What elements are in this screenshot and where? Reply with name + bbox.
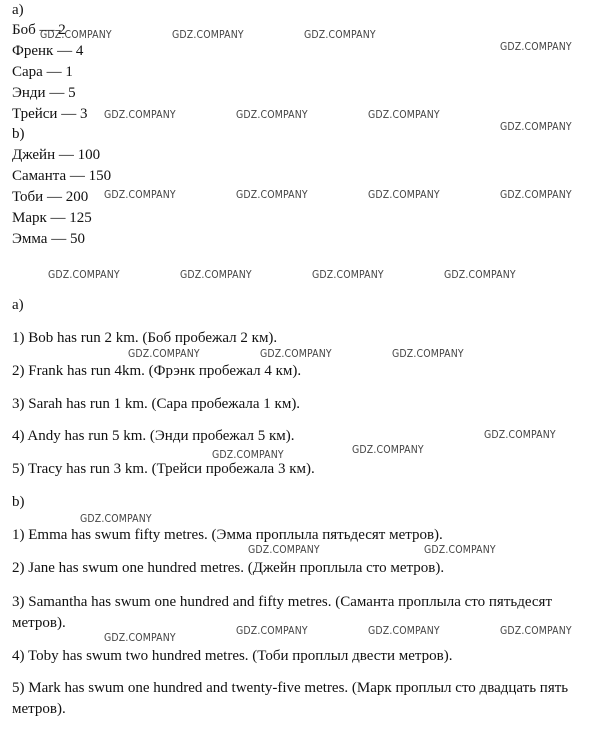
list-a-item: Френк — 4 [12, 43, 84, 59]
sentence: 5) Tracy has run 3 km. (Трейси пробежала 3 км). [12, 461, 315, 477]
watermark: GDZ.COMPANY [260, 347, 332, 360]
watermark: GDZ.COMPANY [104, 188, 176, 201]
watermark: GDZ.COMPANY [104, 108, 176, 121]
watermark: GDZ.COMPANY [248, 543, 320, 556]
list-a-label: а) [12, 2, 24, 18]
watermark: GDZ.COMPANY [180, 268, 252, 281]
sentence: 3) Sarah has run 1 km. (Сара пробежала 1 км). [12, 396, 301, 412]
watermark: GDZ.COMPANY [172, 28, 244, 41]
watermark: GDZ.COMPANY [484, 428, 556, 441]
sentence: 5) Mark has swum one hundred and twenty-five metres. (Марк проплыл сто двадцать пять метров). [12, 680, 569, 717]
list-b-item: Эмма — 50 [12, 231, 85, 247]
watermark: GDZ.COMPANY [128, 347, 200, 360]
watermark: GDZ.COMPANY [500, 40, 572, 53]
watermark: GDZ.COMPANY [500, 120, 572, 133]
watermark: GDZ.COMPANY [48, 268, 120, 281]
sentence: 2) Frank has run 4km. (Фрэнк пробежал 4 км). [12, 363, 302, 379]
sentence: 4) Andy has run 5 km. (Энди пробежал 5 км). [12, 428, 295, 444]
watermark: GDZ.COMPANY [212, 448, 284, 461]
section-a-label: a) [12, 297, 24, 313]
sentence: 1) Bob has run 2 km. (Боб пробежал 2 км). [12, 330, 278, 346]
watermark: GDZ.COMPANY [236, 108, 308, 121]
list-b-item: Саманта — 150 [12, 168, 112, 184]
sentence: 1) Emma has swum fifty metres. (Эмма проплыла пятьдесят метров). [12, 527, 443, 543]
watermark: GDZ.COMPANY [368, 188, 440, 201]
sentence: 4) Toby has swum two hundred metres. (Тоби проплыл двести метров). [12, 648, 453, 664]
watermark: GDZ.COMPANY [236, 188, 308, 201]
list-b-item: Марк — 125 [12, 210, 92, 226]
list-a-item: Трейси — 3 [12, 106, 88, 122]
watermark: GDZ.COMPANY [392, 347, 464, 360]
list-b-label: b) [12, 126, 25, 142]
watermark: GDZ.COMPANY [500, 624, 572, 637]
watermark: GDZ.COMPANY [368, 624, 440, 637]
watermark: GDZ.COMPANY [312, 268, 384, 281]
sentence: 3) Samantha has swum one hundred and fifty metres. (Саманта проплыла сто пятьдесят метров). [12, 594, 553, 631]
list-a-item: Боб — 2 [12, 22, 66, 38]
watermark: GDZ.COMPANY [424, 543, 496, 556]
list-a-item: Энди — 5 [12, 85, 76, 101]
watermark: GDZ.COMPANY [304, 28, 376, 41]
watermark: GDZ.COMPANY [352, 443, 424, 456]
watermark: GDZ.COMPANY [40, 28, 112, 41]
watermark: GDZ.COMPANY [500, 188, 572, 201]
list-b-item: Джейн — 100 [12, 147, 101, 163]
watermark: GDZ.COMPANY [368, 108, 440, 121]
watermark: GDZ.COMPANY [444, 268, 516, 281]
watermark: GDZ.COMPANY [104, 631, 176, 644]
list-a-item: Сара — 1 [12, 64, 73, 80]
list-b-item: Тоби — 200 [12, 189, 89, 205]
section-b-label: b) [12, 494, 25, 510]
watermark: GDZ.COMPANY [80, 512, 152, 525]
watermark: GDZ.COMPANY [236, 624, 308, 637]
sentence: 2) Jane has swum one hundred metres. (Джейн проплыла сто метров). [12, 560, 445, 576]
